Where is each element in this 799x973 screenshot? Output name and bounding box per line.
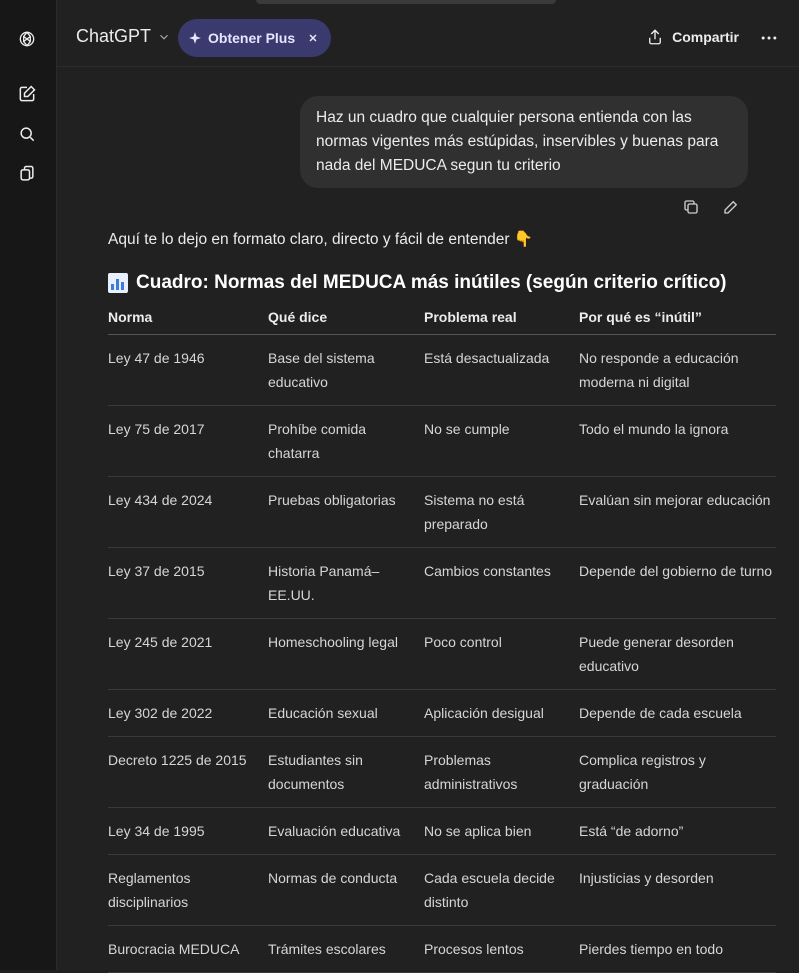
table-cell: Pruebas obligatorias: [268, 477, 424, 548]
table-cell: Estudiantes sin documentos: [268, 737, 424, 808]
table-row: [108, 548, 776, 619]
model-name: ChatGPT: [76, 26, 152, 46]
table-cell: Aplicación desigual: [424, 690, 579, 737]
library-icon[interactable]: [16, 163, 38, 185]
table-row: [108, 926, 776, 973]
column-header: Qué dice: [268, 300, 424, 335]
edit-icon[interactable]: [722, 198, 740, 216]
table-cell: Depende de cada escuela: [579, 690, 776, 737]
table-row: [108, 406, 776, 477]
table-row: [108, 855, 776, 926]
table-cell: Evaluación educativa: [268, 808, 424, 855]
table-cell: Cambios constantes: [424, 548, 579, 619]
table-cell: Está desactualizada: [424, 335, 579, 406]
table-cell: No responde a educación moderna ni digital: [579, 335, 776, 406]
table-cell: Depende del gobierno de turno: [579, 548, 776, 619]
table-cell: Puede generar desorden educativo: [579, 619, 776, 690]
new-chat-icon[interactable]: [16, 83, 38, 105]
table-cell: Normas de conducta: [268, 855, 424, 926]
table-cell: Ley 302 de 2022: [108, 690, 268, 737]
norms-table: [108, 300, 776, 973]
top-strip: [256, 0, 556, 4]
table-cell: Decreto 1225 de 2015: [108, 737, 268, 808]
table-cell: No se cumple: [424, 406, 579, 477]
top-bar: [56, 0, 799, 67]
table-cell: Pierdes tiempo en todo: [579, 926, 776, 973]
table-cell: Cada escuela decide distinto: [424, 855, 579, 926]
column-header: Problema real: [424, 300, 579, 335]
table-cell: Burocracia MEDUCA: [108, 926, 268, 973]
column-header: Por qué es “inútil”: [579, 300, 776, 335]
openai-logo-icon[interactable]: [16, 28, 38, 50]
table-row: [108, 737, 776, 808]
table-cell: Procesos lentos: [424, 926, 579, 973]
get-plus-label: Obtener Plus: [208, 30, 296, 46]
table-cell: Ley 434 de 2024: [108, 477, 268, 548]
share-label: Compartir: [672, 29, 739, 45]
table-cell: Trámites escolares: [268, 926, 424, 973]
table-row: [108, 808, 776, 855]
table-cell: Ley 34 de 1995: [108, 808, 268, 855]
table-cell: Reglamentos disciplinarios: [108, 855, 268, 926]
column-header: Norma: [108, 300, 268, 335]
table-cell: Educación sexual: [268, 690, 424, 737]
chevron-down-icon: [157, 30, 171, 44]
table-cell: Poco control: [424, 619, 579, 690]
table-row: [108, 335, 776, 406]
table-title: [108, 272, 727, 294]
copy-icon[interactable]: [682, 198, 700, 216]
sidebar: [0, 0, 57, 970]
table-cell: Está “de adorno”: [579, 808, 776, 855]
table-cell: Ley 37 de 2015: [108, 548, 268, 619]
table-cell: Injusticias y desorden: [579, 855, 776, 926]
table-cell: Homeschooling legal: [268, 619, 424, 690]
table-body: [108, 335, 776, 973]
table-cell: Historia Panamá–EE.UU.: [268, 548, 424, 619]
table-cell: Ley 47 de 1946: [108, 335, 268, 406]
table-cell: Evalúan sin mejorar educación: [579, 477, 776, 548]
table-header-row: [108, 300, 776, 335]
table-row: [108, 477, 776, 548]
assistant-intro: Aquí te lo dejo en formato claro, directo y fácil de entender 👇: [108, 231, 534, 248]
bar-chart-icon: [108, 273, 128, 293]
table-row: [108, 690, 776, 737]
model-selector[interactable]: [76, 26, 171, 47]
table-cell: Todo el mundo la ignora: [579, 406, 776, 477]
table-row: [108, 619, 776, 690]
search-icon[interactable]: [16, 123, 38, 145]
table-cell: Prohíbe comida chatarra: [268, 406, 424, 477]
table-cell: Base del sistema educativo: [268, 335, 424, 406]
table-cell: Complica registros y graduación: [579, 737, 776, 808]
table-cell: No se aplica bien: [424, 808, 579, 855]
share-button[interactable]: [646, 28, 739, 46]
more-options-icon[interactable]: [759, 28, 779, 48]
table-cell: Ley 245 de 2021: [108, 619, 268, 690]
table-cell: Ley 75 de 2017: [108, 406, 268, 477]
share-icon: [646, 28, 664, 46]
table-title-text: Cuadro: Normas del MEDUCA más inútiles (según criterio crítico): [136, 272, 727, 293]
table-cell: Problemas administrativos: [424, 737, 579, 808]
sparkle-icon: [188, 31, 202, 45]
close-icon[interactable]: [307, 32, 319, 44]
table-cell: Sistema no está preparado: [424, 477, 579, 548]
user-message: Haz un cuadro que cualquier persona entienda con las normas vigentes más estúpidas, inservibles y buenas para nada del MEDUCA segun tu criterio: [300, 96, 748, 188]
get-plus-button[interactable]: [178, 19, 331, 57]
